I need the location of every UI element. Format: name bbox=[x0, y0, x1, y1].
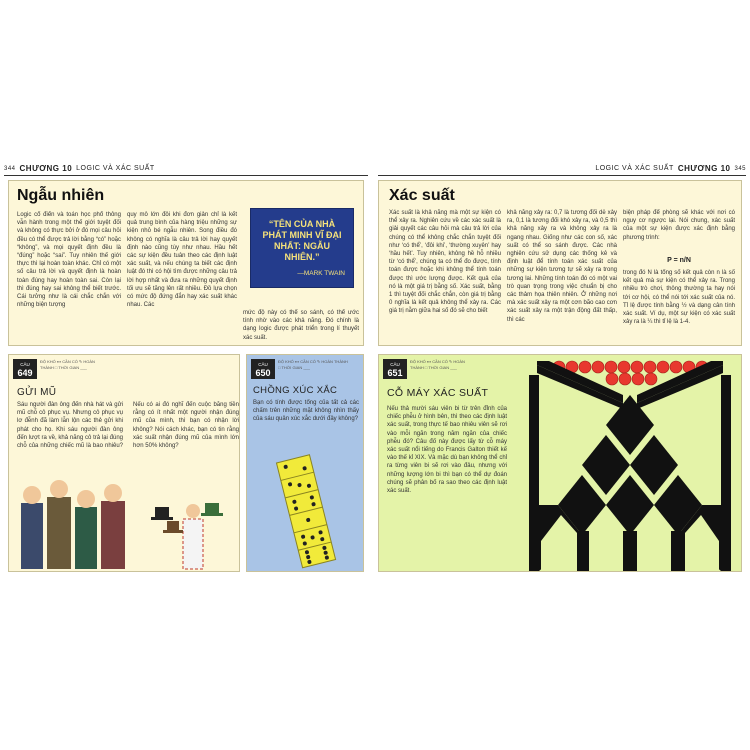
puzzle-650-number: 650 bbox=[255, 368, 271, 378]
randomness-col1: Logic cổ điển và toán học phổ thông vẫn hành trong một thế giới tuyệt đối và không có thực bởi ở đó mọi câu hỏi đều có thể được trả lời bằng “có” hoặc “không”, và mọi quyết định đều là “đúng” hoặc “sai”. Tuy nhiên thế giới thực thì lại hoàn toàn khác. Chỉ có một số câu trả lời và quyết định là hoàn toàn đúng hay hoàn toàn sai. Còn lại thì đúng hay sai không thể biết trước. Cái tưởng như là cái chắc chắn với những biện tượng bbox=[17, 212, 121, 309]
left-page-number: 344 bbox=[4, 165, 16, 172]
puzzle-650-badge bbox=[251, 359, 275, 379]
coat-check-woman bbox=[183, 504, 203, 569]
puzzle-649-header bbox=[13, 359, 100, 379]
puzzle-650-header bbox=[251, 359, 348, 379]
puzzle-650-cau: CÂU bbox=[258, 362, 268, 367]
puzzle-649-text: Sáu người đàn ông đến nhà hát và gửi mũ chỗ cô phục vụ. Nhưng cô phục vụ lơ đễnh đã làm lẫn lộn các thẻ gửi khi phát cho họ. Khi sáu người đàn ông đến lượt ra về, khả năng cô trả lại đúng chỗ của những chiếc mũ là bao nhiêu? Nếu có ai đó nghĩ đến cuộc bằng tiền rằng có ít nhất một người nhận đúng mũ của mình, thì bạn có nhận lời không? Nói cách khác, bạn có tin rằng xác suất nhận đúng mũ của mình lớn hơn 50% không? bbox=[17, 402, 239, 450]
right-running-header bbox=[378, 162, 746, 176]
man-figure bbox=[101, 484, 125, 569]
probability-col3: biện pháp để phòng sẽ khác với nơi có nguy cơ ngược lại. Nói chung, xác suất của một sự kiện được xác định bằng phương trình: bbox=[623, 210, 735, 241]
probability-formula: P = n/N bbox=[667, 257, 691, 264]
right-page-number: 345 bbox=[734, 165, 746, 172]
probability-panel bbox=[378, 180, 742, 346]
puzzle-651-number: 651 bbox=[387, 368, 403, 378]
probability-col2: khả năng xảy ra: 0,7 là tương đối dễ xảy ra, 0,1 là tương đối khó xảy ra, và 0,5 thì khả năng xảy ra và không xảy ra là ngang nhau. Giống như các con số, xác suất có thể so sánh được. Các nhà nghiên cứu sử dụng các thống kê và định luật để tính toán xác suất của những sự kiện tương tự sẽ xảy ra trong tương lai. Những tính toán đó có một vai trò quan trọng trong việc chuẩn bị cho các thảm họa thiên nhiên. Ở những nơi mà xác suất xảy ra một cơn bão cao cơn xác suất xảy ra một trận động đất thấp, thì các bbox=[507, 210, 617, 323]
hat-men-illustration bbox=[15, 473, 235, 571]
man-figure bbox=[75, 490, 97, 569]
puzzle-651-title: CỖ MÁY XÁC SUẤT bbox=[387, 387, 489, 399]
puzzle-649-cau: CÂU bbox=[20, 362, 30, 367]
puzzle-649-title: GỬI MŨ bbox=[17, 387, 57, 398]
puzzle-651-cau: CÂU bbox=[390, 362, 400, 367]
puzzle-650-text: Bạn có tính được tổng của tất cả các chấm trên những mặt không nhìn thấy của sáu quân xúc xắc dưới đây không? bbox=[253, 400, 359, 423]
puzzle-651-header bbox=[383, 359, 470, 379]
quote-text: “TÊN CỦA NHÀ PHÁT MINH VĨ ĐẠI NHẤT: NGẪU NHIÊN.” bbox=[262, 219, 342, 262]
section-title-randomness: Ngẫu nhiên bbox=[17, 187, 105, 204]
puzzle-650-meta: ĐỘ KHÓ ▪▪▪ CẦN CÓ ✎ HOÀN THÀNH □ THỜI GIAN ___ bbox=[278, 359, 348, 370]
puzzle-651-badge bbox=[383, 359, 407, 379]
twain-quote-box bbox=[250, 208, 354, 288]
left-running-header bbox=[4, 162, 368, 176]
probability-col3-continued: trong đó N là tổng số kết quả còn n là số kết quả mà sự kiện có thể xảy ra. Trong nhiều trò chơi, thông thường ta hay nói tới cơ hội, có thể nói tới xác suất của nó. Tỉ lệ được tính bằng ½ và dạng cân tính xác suất. Ví dụ, một sự kiện có xác suất xảy ra là ¼ thì tỉ lệ là 1-4. bbox=[623, 270, 735, 326]
left-chapter-title: LOGIC VÀ XÁC SUẤT bbox=[76, 165, 155, 172]
puzzle-649-panel bbox=[8, 354, 240, 572]
man-figure bbox=[21, 486, 43, 569]
book-spread bbox=[4, 162, 746, 580]
puzzle-651-panel bbox=[378, 354, 742, 572]
randomness-col2: quy mô lớn đôi khi đơn giản chỉ là kết quả trung bình của hàng triệu những sự kiện nhỏ bé ngẫu nhiên. Song điều đó không có nghĩa là câu trả lời hay quyết định nào cũng tùy như nhau. Hầu hết các sự kiện đều tuân theo các định luật xác suất, và nếu chúng ta biết các định luật đó thì có hội tìm được những câu trả lời hợp nhất và đưa ra những quyết định tối ưu sẽ tăng lên rất nhiều. Đồ lựa chọn có mức độ đứng đắn hay xác suất khác nhau. Các bbox=[127, 212, 237, 309]
right-chapter-label: CHƯƠNG 10 bbox=[677, 164, 731, 173]
puzzle-650-panel bbox=[246, 354, 364, 572]
galton-machine-illustration bbox=[519, 355, 741, 571]
randomness-col3: mức độ này có thể so sánh, có thể ước tính nhờ vào các khả năng. Đó chính là dạng logic được phát triển trong lí thuyết xác suất. bbox=[243, 310, 359, 341]
right-chapter-title: LOGIC VÀ XÁC SUẤT bbox=[595, 165, 674, 172]
puzzle-649-meta: ĐỘ KHÓ ▪▪▪ CẦN CÓ ✎ HOÀN THÀNH □ THỜI GIAN ___ bbox=[40, 359, 95, 370]
puzzle-649-number: 649 bbox=[17, 368, 33, 378]
puzzle-651-meta: ĐỘ KHÓ ▪▪▪ CẦN CÓ ✎ HOÀN THÀNH □ THỜI GIAN ___ bbox=[410, 359, 465, 370]
puzzle-649-badge bbox=[13, 359, 37, 379]
probability-col1: Xác suất là khả năng mà một sự kiện có thể xảy ra. Nghiên cứu về các xác suất là giải quyết các câu hỏi mà câu trả lời của chúng có thể không chắc chắn tuyệt đối như ‘có thể’, ‘đôi khi’, ‘thường xuyên’ hay ‘hầu hết’. Tuy nhiên, không hề hỗ nhiều từ ‘có thể’, chúng ta có thể đo được, tính toán được hoặc khi không thể tính toán được thì ước lượng được. Kết quả của nó là một giá trị bằng số. Xác suất, bằng 1 thì tuyệt đối chắc chắn, còn giá trị bằng 0 nghĩa là kết quả không thể xảy ra. Các giá trị nằm giữa hai số đó sẽ cho biết bbox=[389, 210, 501, 315]
quote-author: —MARK TWAIN bbox=[297, 270, 345, 277]
section-title-probability: Xác suất bbox=[389, 187, 455, 204]
dice-stack-illustration bbox=[261, 451, 353, 569]
left-chapter-label: CHƯƠNG 10 bbox=[19, 164, 73, 173]
puzzle-650-title: CHỒNG XÚC XẮC bbox=[253, 385, 338, 396]
man-figure bbox=[47, 480, 71, 569]
puzzle-651-text: Nếu thả mười sáu viên bi từ trên đỉnh của chiếc phễu ở hình bên, thì theo các định luật xác suất, trong thực tế bao nhiêu viên sẽ rơi vào mỗi ngăn trong năm ngăn của chiếc phễu đó? Câu đố này được lấy từ cỗ máy xác suất nổi tiếng do Francis Galton thiết kế vào thế kỉ XIX. Và mặc dù bạn không thể chỉ ra từng viên bi sẽ rơi vào đâu, nhưng với những lượng lớn bi thì bạn có thể dự đoán chúng sẽ phân bố ra sao theo các định luật xác suất. bbox=[387, 406, 507, 495]
